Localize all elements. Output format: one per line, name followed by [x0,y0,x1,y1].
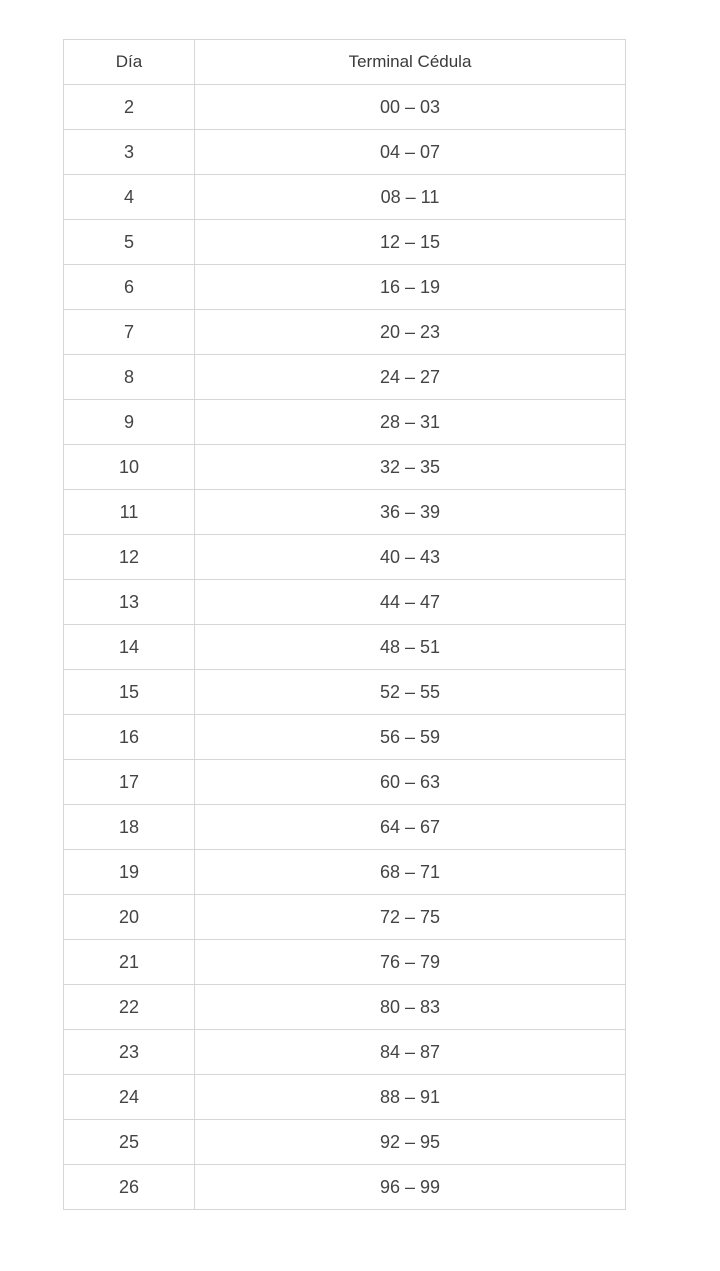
table-row [64,400,626,445]
day-cell: 7 [64,310,195,355]
day-cell: 22 [64,985,195,1030]
table-row [64,625,626,670]
day-cell: 18 [64,805,195,850]
table-row [64,1075,626,1120]
terminal-range-cell: 72 – 75 [195,895,626,940]
day-cell: 8 [64,355,195,400]
terminal-range-cell: 24 – 27 [195,355,626,400]
terminal-range-cell: 12 – 15 [195,220,626,265]
day-cell: 14 [64,625,195,670]
day-cell: 23 [64,1030,195,1075]
day-cell: 19 [64,850,195,895]
schedule-table [63,39,626,1210]
terminal-range-cell: 44 – 47 [195,580,626,625]
terminal-range-cell: 40 – 43 [195,535,626,580]
table-row [64,715,626,760]
terminal-range-cell: 00 – 03 [195,85,626,130]
table-row [64,85,626,130]
day-cell: 15 [64,670,195,715]
header-row [64,40,626,85]
day-cell: 6 [64,265,195,310]
table-row [64,805,626,850]
terminal-range-cell: 16 – 19 [195,265,626,310]
table-row [64,580,626,625]
day-cell: 13 [64,580,195,625]
schedule-table-container [63,39,625,1210]
table-row [64,1030,626,1075]
day-cell: 24 [64,1075,195,1120]
terminal-range-cell: 64 – 67 [195,805,626,850]
terminal-range-cell: 84 – 87 [195,1030,626,1075]
day-cell: 2 [64,85,195,130]
table-row [64,940,626,985]
day-cell: 26 [64,1165,195,1210]
terminal-range-cell: 96 – 99 [195,1165,626,1210]
table-row [64,760,626,805]
terminal-range-cell: 56 – 59 [195,715,626,760]
day-cell: 10 [64,445,195,490]
column-header-day: Día [64,40,195,85]
table-row [64,310,626,355]
terminal-range-cell: 92 – 95 [195,1120,626,1165]
table-row [64,490,626,535]
terminal-range-cell: 48 – 51 [195,625,626,670]
terminal-range-cell: 08 – 11 [195,175,626,220]
day-cell: 17 [64,760,195,805]
day-cell: 4 [64,175,195,220]
terminal-range-cell: 28 – 31 [195,400,626,445]
terminal-range-cell: 60 – 63 [195,760,626,805]
day-cell: 3 [64,130,195,175]
table-body [64,85,626,1210]
terminal-range-cell: 68 – 71 [195,850,626,895]
day-cell: 20 [64,895,195,940]
terminal-range-cell: 88 – 91 [195,1075,626,1120]
table-row [64,535,626,580]
day-cell: 9 [64,400,195,445]
terminal-range-cell: 20 – 23 [195,310,626,355]
table-row [64,895,626,940]
table-row [64,220,626,265]
table-row [64,985,626,1030]
terminal-range-cell: 04 – 07 [195,130,626,175]
table-row [64,175,626,220]
table-row [64,445,626,490]
table-row [64,130,626,175]
table-row [64,1165,626,1210]
table-row [64,1120,626,1165]
terminal-range-cell: 36 – 39 [195,490,626,535]
day-cell: 16 [64,715,195,760]
terminal-range-cell: 52 – 55 [195,670,626,715]
day-cell: 11 [64,490,195,535]
terminal-range-cell: 76 – 79 [195,940,626,985]
table-row [64,355,626,400]
table-header [64,40,626,85]
day-cell: 25 [64,1120,195,1165]
table-row [64,265,626,310]
day-cell: 21 [64,940,195,985]
column-header-terminal: Terminal Cédula [195,40,626,85]
terminal-range-cell: 80 – 83 [195,985,626,1030]
day-cell: 5 [64,220,195,265]
day-cell: 12 [64,535,195,580]
table-row [64,850,626,895]
table-row [64,670,626,715]
terminal-range-cell: 32 – 35 [195,445,626,490]
